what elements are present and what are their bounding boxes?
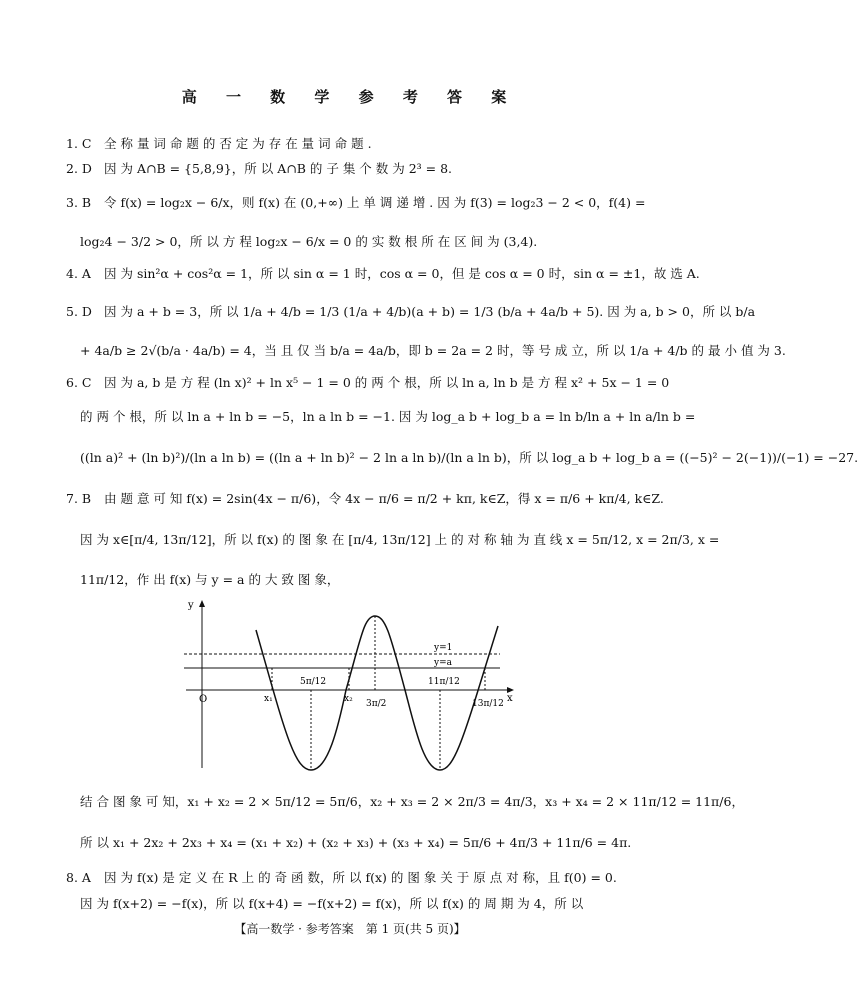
page-footer: 【高一数学 · 参考答案 第 1 页(共 5 页)】 bbox=[234, 922, 466, 936]
answer-text: 因 为 sin²α + cos²α = 1，所 以 sin α = 1 时，cos α = 0，但 是 cos α = 0 时，sin α = ±1，故 选 A. bbox=[104, 266, 700, 281]
answer-text: 所 以 x₁ + 2x₂ + 2x₃ + x₄ = (x₁ + x₂) + (x₂ + x₃) + (x₃ + x₄) = 5π/6 + 4π/3 + 11π/6 = 4π. bbox=[80, 835, 632, 850]
answer-text: 因 为 x∈[π/4, 13π/12]，所 以 f(x) 的 图 象 在 [π/4, 13π/12] 上 的 对 称 轴 为 直 线 x = 5π/12, x = 2π/3, x = bbox=[80, 532, 720, 547]
answer-text: log₂4 − 3/2 > 0，所 以 方 程 log₂x − 6/x = 0 的 实 数 根 所 在 区 间 为 (3,4). bbox=[80, 234, 538, 249]
line-y-a-label: y=a bbox=[434, 658, 452, 668]
answer-1 bbox=[66, 135, 656, 153]
answer-text: 结 合 图 象 可 知，x₁ + x₂ = 2 × 5π/12 = 5π/6，x₂ + x₃ = 2 × 2π/3 = 4π/3，x₃ + x₄ = 2 × 11π/12 = 11π/6， bbox=[80, 794, 744, 809]
answer-4 bbox=[66, 265, 700, 283]
tick-3pi-2: 3π/2 bbox=[366, 699, 387, 709]
answer-num: 3. B bbox=[66, 195, 92, 210]
tick-13pi-12: 13π/12 bbox=[472, 699, 504, 709]
page-title: 高 一 数 学 参 考 答 案 bbox=[181, 88, 519, 106]
answer-text: 因 为 f(x+2) = −f(x)，所 以 f(x+4) = −f(x+2) = f(x)，所 以 f(x) 的 周 期 为 4，所 以 bbox=[80, 896, 584, 911]
answer-text: 因 为 a, b 是 方 程 (ln x)² + ln x⁵ − 1 = 0 的 两 个 根，所 以 ln a, ln b 是 方 程 x² + 5x − 1 = 0 bbox=[104, 375, 670, 390]
tick-x2: x₂ bbox=[344, 694, 353, 704]
y-axis-label: y bbox=[188, 600, 194, 611]
answer-text: 由 题 意 可 知 f(x) = 2sin(4x − π/6)，令 4x − π/6 = π/2 + kπ, k∈Z，得 x = π/6 + kπ/4, k∈Z. bbox=[104, 491, 664, 506]
line-y-1-label: y=1 bbox=[434, 643, 453, 653]
origin-label: O bbox=[199, 694, 208, 705]
answer-num: 8. A bbox=[66, 870, 91, 885]
answer-num: 6. C bbox=[66, 375, 92, 390]
answer-6-cont bbox=[80, 408, 696, 426]
answer-text: 全 称 量 词 命 题 的 否 定 为 存 在 量 词 命 题 . bbox=[104, 136, 372, 151]
answer-text: 因 为 A∩B = {5,8,9}，所 以 A∩B 的 子 集 个 数 为 2³ = 8. bbox=[104, 161, 453, 176]
sine-graph bbox=[176, 598, 526, 783]
answer-num: 4. A bbox=[66, 266, 91, 281]
answer-text: 因 为 a + b = 3，所 以 1/a + 4/b = 1/3 (1/a + 4/b)(a + b) = 1/3 (b/a + 4a/b + 5). 因 为 a, b > 0，所 以 b/a bbox=[104, 304, 756, 319]
tick-x1: x₁ bbox=[264, 694, 273, 704]
answer-text: 令 f(x) = log₂x − 6/x，则 f(x) 在 (0,+∞) 上 单 调 递 增 . 因 为 f(3) = log₂3 − 2 < 0，f(4) = bbox=[104, 195, 646, 210]
answer-3-cont bbox=[80, 233, 656, 251]
answer-5-cont bbox=[80, 342, 786, 360]
answer-8-cont bbox=[80, 895, 656, 913]
answer-num: 7. B bbox=[66, 491, 92, 506]
answer-2 bbox=[66, 160, 656, 178]
answer-text: 11π/12，作 出 f(x) 与 y = a 的 大 致 图 象， bbox=[80, 572, 340, 587]
answer-5 bbox=[66, 303, 756, 321]
tick-5pi-12: 5π/12 bbox=[300, 677, 327, 687]
answer-text: ((ln a)² + (ln b)²)/(ln a ln b) = ((ln a + ln b)² − 2 ln a ln b)/(ln a ln b)，所 以 log_a b + log_b a = ((−5)² − 2(−1))/(−1) = −27. bbox=[80, 450, 858, 465]
answer-6 bbox=[66, 374, 670, 392]
answer-8 bbox=[66, 869, 656, 887]
answer-text: 的 两 个 根，所 以 ln a + ln b = −5，ln a ln b = −1. 因 为 log_a b + log_b a = ln b/ln a + ln a/ln b = bbox=[80, 409, 696, 424]
answer-7 bbox=[66, 490, 664, 508]
tick-11pi-12: 11π/12 bbox=[428, 677, 460, 687]
answer-text: + 4a/b ≥ 2√(b/a · 4a/b) = 4，当 且 仅 当 b/a = 4a/b，即 b = 2a = 2 时，等 号 成 立，所 以 1/a + 4/b 的 最 小 值 为 3. bbox=[80, 343, 786, 358]
x-axis-label: x bbox=[507, 693, 513, 704]
answer-num: 5. D bbox=[66, 304, 92, 319]
answer-num: 1. C bbox=[66, 136, 92, 151]
sine-curve bbox=[256, 616, 498, 770]
answer-7-cont3 bbox=[80, 793, 744, 811]
answer-6-cont2 bbox=[80, 449, 858, 467]
answer-num: 2. D bbox=[66, 161, 92, 176]
answer-7-cont4 bbox=[80, 834, 656, 852]
answer-text: 因 为 f(x) 是 定 义 在 R 上 的 奇 函 数，所 以 f(x) 的 图 象 关 于 原 点 对 称，且 f(0) = 0. bbox=[104, 870, 617, 885]
answer-3 bbox=[66, 194, 656, 212]
answer-7-cont bbox=[80, 531, 720, 549]
y-axis-arrow-icon bbox=[199, 600, 205, 607]
answer-7-cont2 bbox=[80, 571, 656, 589]
